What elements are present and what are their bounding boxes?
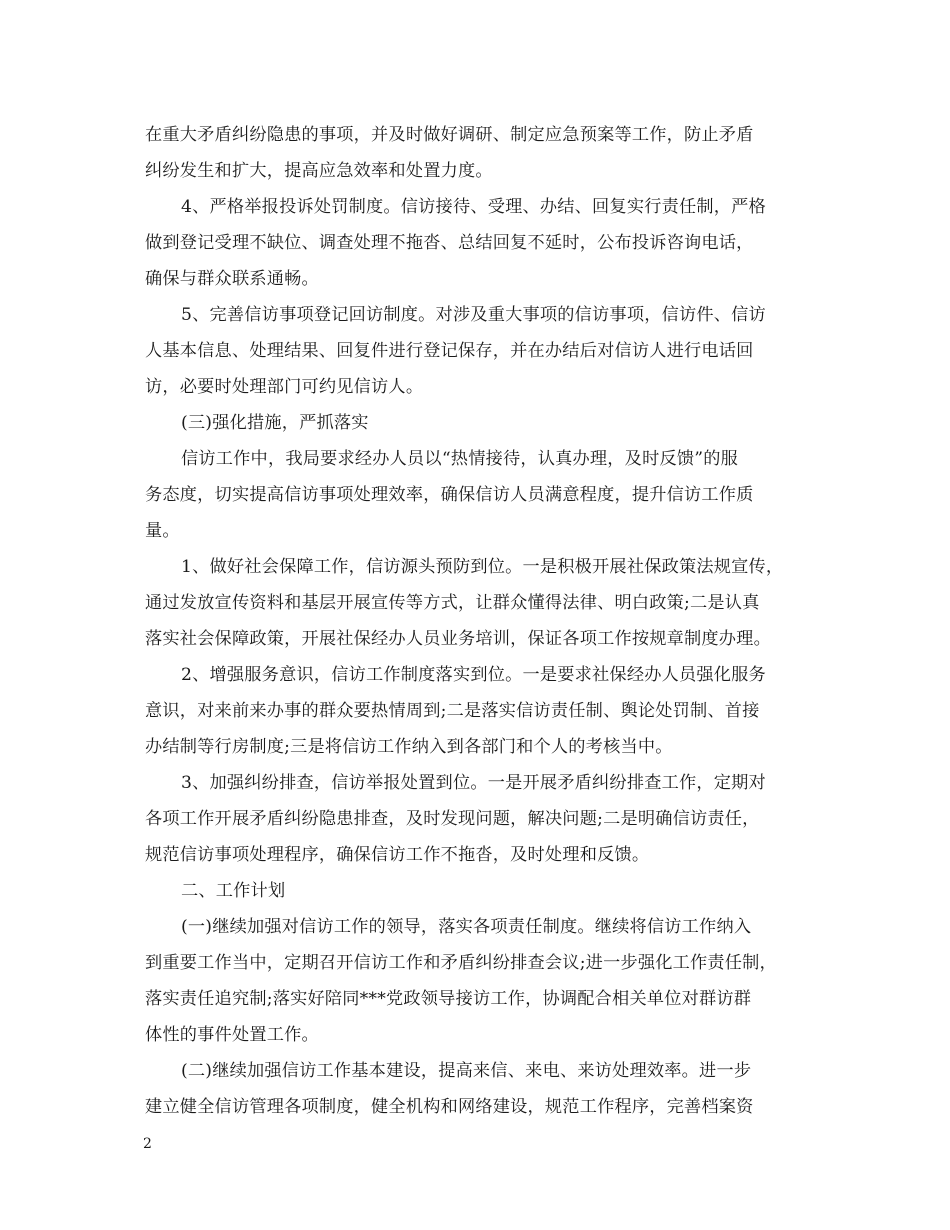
text-line: 规范信访事项处理程序，确保信访工作不拖沓，及时处理和反馈。 — [145, 845, 650, 865]
text-line: 访，必要时处理部门可约见信访人。 — [145, 377, 424, 397]
text-line: 1、做好社会保障工作，信访源头预防到位。一是积极开展社保政策法规宣传， — [181, 557, 784, 577]
text-line: 3、加强纠纷排查，信访举报处置到位。一是开展矛盾纠纷排查工作，定期对 — [181, 773, 766, 793]
text-line: 务态度，切实提高信访事项处理效率，确保信访人员满意程度，提升信访工作质 — [145, 485, 754, 505]
text-line: 意识，对来前来办事的群众要热情周到;二是落实信访责任制、舆论处罚制、首接 — [145, 701, 760, 721]
text-line: 确保与群众联系通畅。 — [145, 269, 319, 289]
text-line: (二)继续加强信访工作基本建设，提高来信、来电、来访处理效率。进一步 — [181, 1061, 752, 1081]
section-heading: (三)强化措施，严抓落实 — [181, 413, 369, 433]
text-line: 2、增强服务意识，信访工作制度落实到位。一是要求社保经办人员强化服务 — [181, 665, 766, 685]
text-line: 4、严格举报投诉处罚制度。信访接待、受理、办结、回复实行责任制，严格 — [181, 197, 766, 217]
text-line: 落实责任追究制;落实好陪同***党政领导接访工作，协调配合相关单位对群访群 — [145, 989, 752, 1009]
text-line: 做到登记受理不缺位、调查处理不拖沓、总结回复不延时，公布投诉咨询电话， — [145, 233, 754, 253]
text-line: 人基本信息、处理结果、回复件进行登记保存，并在办结后对信访人进行电话回 — [145, 341, 754, 361]
text-line: 信访工作中，我局要求经办人员以“热情接待，认真办理，及时反馈”的服 — [181, 449, 738, 469]
page-number: 2 — [143, 1136, 152, 1152]
text-line: 到重要工作当中，定期召开信访工作和矛盾纠纷排查会议;进一步强化工作责任制， — [145, 953, 777, 973]
text-line: 纠纷发生和扩大，提高应急效率和处置力度。 — [145, 161, 493, 181]
text-line: (一)继续加强对信访工作的领导，落实各项责任制度。继续将信访工作纳入 — [181, 917, 752, 937]
document-body — [145, 117, 815, 1125]
text-line: 通过发放宣传资料和基层开展宣传等方式，让群众懂得法律、明白政策;二是认真 — [145, 593, 760, 613]
text-line: 各项工作开展矛盾纠纷隐患排查，及时发现问题，解决问题;二是明确信访责任， — [145, 809, 760, 829]
text-line: 在重大矛盾纠纷隐患的事项，并及时做好调研、制定应急预案等工作，防止矛盾 — [145, 125, 754, 145]
text-line: 建立健全信访管理各项制度，健全机构和网络建设，规范工作程序，完善档案资 — [145, 1097, 754, 1117]
text-line: 办结制等行房制度;三是将信访工作纳入到各部门和个人的考核当中。 — [145, 737, 673, 757]
text-line: 量。 — [145, 521, 180, 541]
section-heading: 二、工作计划 — [181, 881, 286, 901]
text-line: 体性的事件处置工作。 — [145, 1025, 319, 1045]
text-line: 5、完善信访事项登记回访制度。对涉及重大事项的信访事项，信访件、信访 — [181, 305, 766, 325]
text-line: 落实社会保障政策，开展社保经办人员业务培训，保证各项工作按规章制度办理。 — [145, 629, 771, 649]
